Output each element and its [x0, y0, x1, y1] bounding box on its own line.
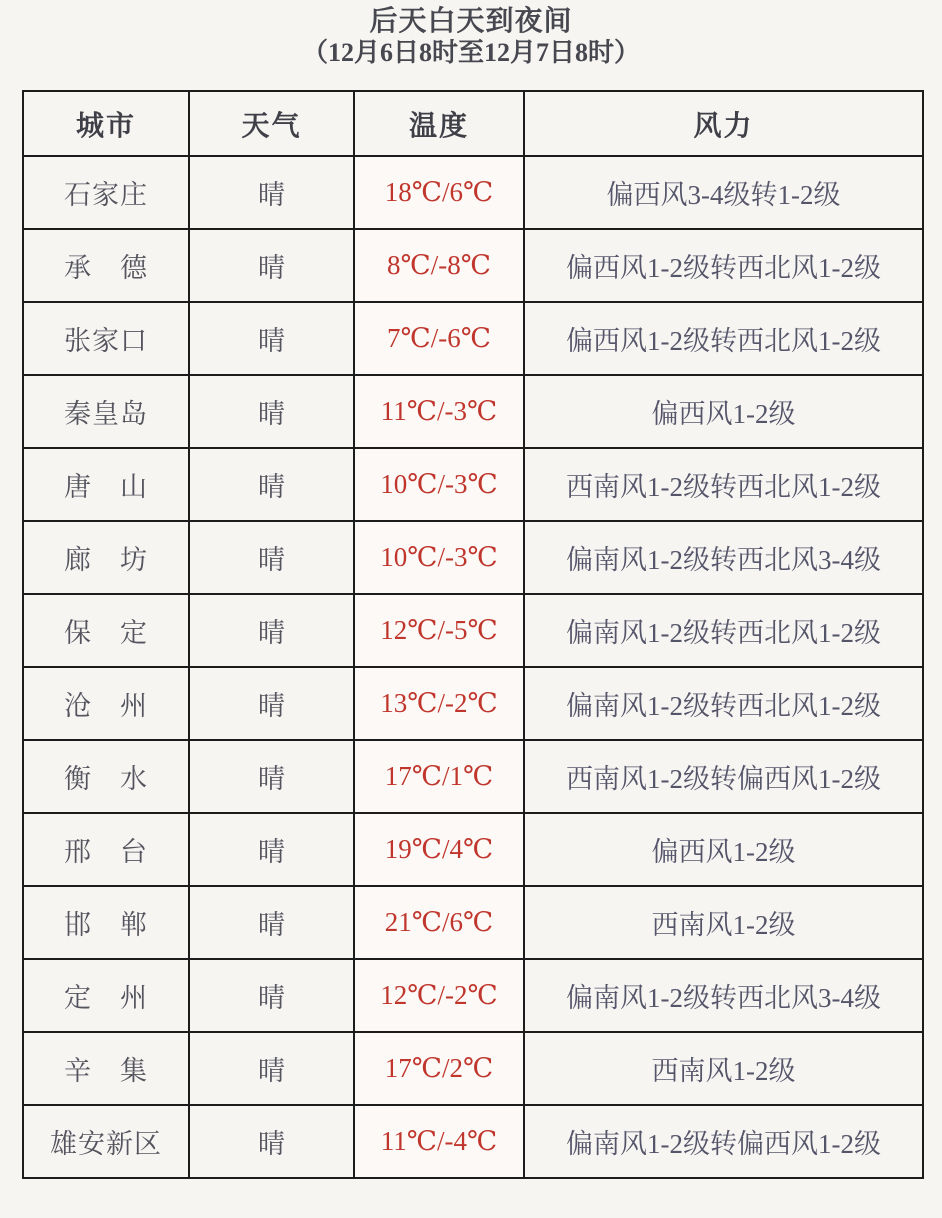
- city-cell: 雄安新区: [23, 1105, 189, 1178]
- wind-cell: 西南风1-2级转偏西风1-2级: [524, 740, 923, 813]
- table-row: [23, 740, 923, 813]
- temp-cell: 17℃/1℃: [354, 740, 524, 813]
- city-cell: 石家庄: [23, 156, 189, 229]
- city-cell: 廊 坊: [23, 521, 189, 594]
- page-subtitle: （12月6日8时至12月7日8时）: [301, 38, 640, 67]
- wind-cell: 偏南风1-2级转西北风1-2级: [524, 667, 923, 740]
- city-cell: 张家口: [23, 302, 189, 375]
- table-row: [23, 375, 923, 448]
- temp-cell: 13℃/-2℃: [354, 667, 524, 740]
- table-body: [23, 156, 923, 1178]
- city-cell: 承 德: [23, 229, 189, 302]
- header-city: 城市: [23, 91, 189, 156]
- wind-cell: 西南风1-2级转西北风1-2级: [524, 448, 923, 521]
- temp-cell: 18℃/6℃: [354, 156, 524, 229]
- city-cell: 秦皇岛: [23, 375, 189, 448]
- table-header-row: [23, 91, 923, 156]
- table-row: [23, 1105, 923, 1178]
- wind-cell: 偏南风1-2级转偏西风1-2级: [524, 1105, 923, 1178]
- temp-cell: 11℃/-3℃: [354, 375, 524, 448]
- header-wind: 风力: [524, 91, 923, 156]
- weather-cell: 晴: [189, 667, 354, 740]
- temp-cell: 8℃/-8℃: [354, 229, 524, 302]
- temp-cell: 11℃/-4℃: [354, 1105, 524, 1178]
- weather-cell: 晴: [189, 813, 354, 886]
- weather-cell: 晴: [189, 1032, 354, 1105]
- wind-cell: 偏南风1-2级转西北风1-2级: [524, 594, 923, 667]
- weather-cell: 晴: [189, 156, 354, 229]
- weather-cell: 晴: [189, 229, 354, 302]
- weather-cell: 晴: [189, 740, 354, 813]
- wind-cell: 偏西风1-2级转西北风1-2级: [524, 229, 923, 302]
- weather-cell: 晴: [189, 594, 354, 667]
- weather-cell: 晴: [189, 886, 354, 959]
- wind-cell: 偏西风1-2级: [524, 375, 923, 448]
- weather-table: [22, 90, 924, 1179]
- header-weather: 天气: [189, 91, 354, 156]
- page-title: 后天白天到夜间: [369, 6, 573, 37]
- table-row: [23, 448, 923, 521]
- weather-cell: 晴: [189, 302, 354, 375]
- table-row: [23, 959, 923, 1032]
- temp-cell: 12℃/-2℃: [354, 959, 524, 1032]
- temp-cell: 19℃/4℃: [354, 813, 524, 886]
- table-row: [23, 156, 923, 229]
- wind-cell: 偏南风1-2级转西北风3-4级: [524, 959, 923, 1032]
- city-cell: 沧 州: [23, 667, 189, 740]
- weather-cell: 晴: [189, 375, 354, 448]
- table-row: [23, 1032, 923, 1105]
- temp-cell: 21℃/6℃: [354, 886, 524, 959]
- temp-cell: 10℃/-3℃: [354, 448, 524, 521]
- wind-cell: 偏西风1-2级转西北风1-2级: [524, 302, 923, 375]
- table-row: [23, 886, 923, 959]
- table-row: [23, 594, 923, 667]
- weather-cell: 晴: [189, 448, 354, 521]
- wind-cell: 西南风1-2级: [524, 1032, 923, 1105]
- weather-cell: 晴: [189, 521, 354, 594]
- wind-cell: 偏西风1-2级: [524, 813, 923, 886]
- temp-cell: 17℃/2℃: [354, 1032, 524, 1105]
- wind-cell: 西南风1-2级: [524, 886, 923, 959]
- city-cell: 衡 水: [23, 740, 189, 813]
- table-row: [23, 302, 923, 375]
- temp-cell: 10℃/-3℃: [354, 521, 524, 594]
- city-cell: 邢 台: [23, 813, 189, 886]
- wind-cell: 偏西风3-4级转1-2级: [524, 156, 923, 229]
- weather-cell: 晴: [189, 959, 354, 1032]
- temp-cell: 7℃/-6℃: [354, 302, 524, 375]
- table-row: [23, 813, 923, 886]
- title-block: [0, 0, 942, 68]
- table-row: [23, 667, 923, 740]
- city-cell: 邯 郸: [23, 886, 189, 959]
- city-cell: 唐 山: [23, 448, 189, 521]
- city-cell: 辛 集: [23, 1032, 189, 1105]
- temp-cell: 12℃/-5℃: [354, 594, 524, 667]
- city-cell: 保 定: [23, 594, 189, 667]
- header-temp: 温度: [354, 91, 524, 156]
- table-row: [23, 229, 923, 302]
- table-row: [23, 521, 923, 594]
- weather-cell: 晴: [189, 1105, 354, 1178]
- city-cell: 定 州: [23, 959, 189, 1032]
- wind-cell: 偏南风1-2级转西北风3-4级: [524, 521, 923, 594]
